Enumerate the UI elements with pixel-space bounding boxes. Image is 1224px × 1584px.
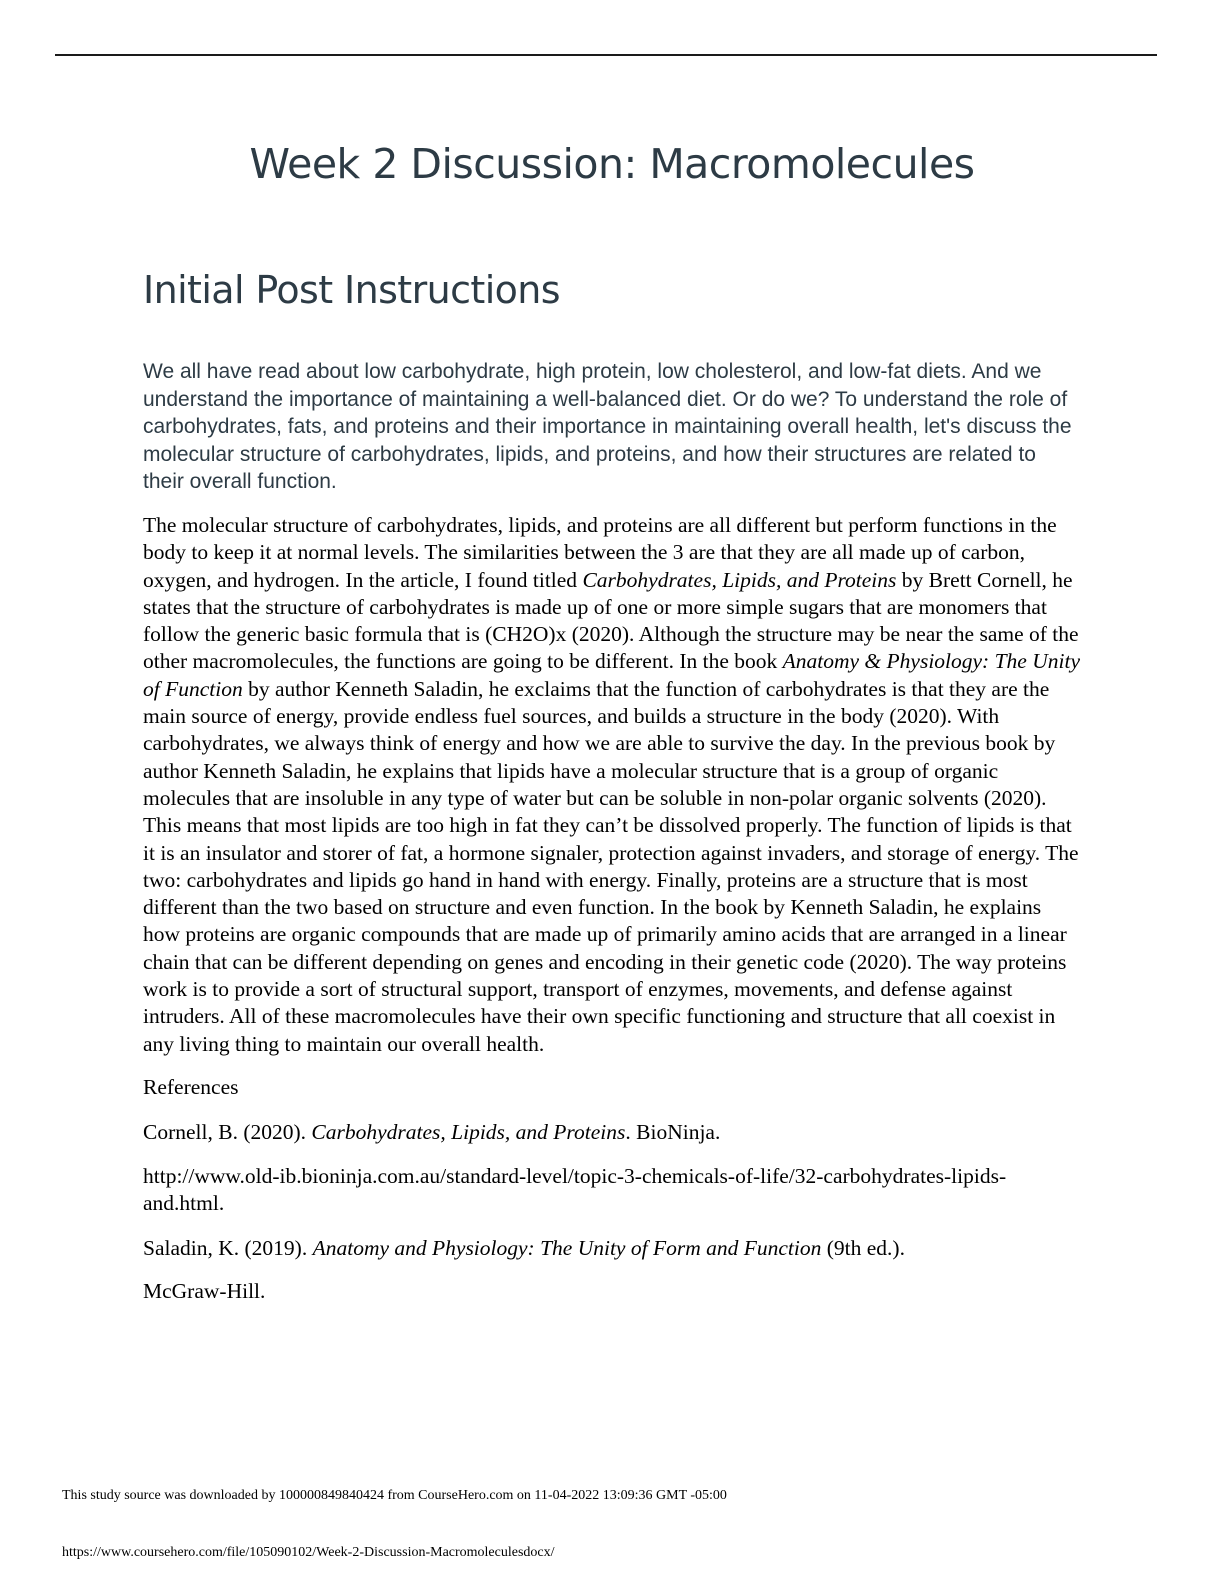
ref1-title: Carbohydrates, Lipids, and Proteins <box>311 1120 626 1145</box>
body-text-part2: by Brett Cornell, he states that the structure of carbohydrates is made up of one or more simple sugars that are monomers that follow the generic basic formula that is (CH2O)x (2020). Although the structure may be near the same of the other macromolecules, the functions are going to be different. In the book <box>143 567 1079 674</box>
ref2-tail: (9th ed.). <box>821 1236 905 1261</box>
ref1-tail: . BioNinja. <box>625 1120 721 1145</box>
body-italic-title1: Carbohydrates, Lipids, and Proteins <box>582 567 897 592</box>
instructions-paragraph: We all have read about low carbohydrate, high protein, low cholesterol, and low-fat diets. And we understand the importance of maintaining a well-balanced diet. Or do we? To understand the role of carbohydrates, fats, and proteins and their importance in maintaining overall health, let's discuss the molecular structure of carbohydrates, lipids, and proteins, and how their structures are related to their overall function. <box>143 360 1072 493</box>
section-heading: Initial Post Instructions <box>143 268 560 312</box>
body-text-part3: by author Kenneth Saladin, he exclaims that the function of carbohydrates is that they are the main source of energy, provide endless fuel sources, and builds a structure in the body (2020). With carbohydrates, we always think of energy and how we are able to survive the day. In the previous book by author Kenneth Saladin, he explains that lipids have a molecular structure that is a group of organic molecules that are insoluble in any type of water but can be soluble in non-polar organic solvents (2020). This means that most lipids are too high in fat they can’t be dissolved properly. The function of lipids is that it is an insulator and storer of fat, a hormone signaler, protection against invaders, and storage of energy. The two: carbohydrates and lipids go hand in hand with energy. Finally, proteins are a structure that is most different than the two based on structure and even function. In the book by Kenneth Saladin, he explains how proteins are organic compounds that are made up of primarily amino acids that are arranged in a linear chain that can be different depending on genes and encoding in their genetic code (2020). The way proteins work is to provide a sort of structural support, transport of enzymes, movements, and defense against intruders. All of these macromolecules have their own specific functioning and structure that all coexist in any living thing to maintain our overall health. <box>143 676 1079 1056</box>
ref1-lead: Cornell, B. (2020). <box>143 1120 312 1145</box>
body-italic-title2: Anatomy & Physiology: The Unity of Function <box>143 649 1080 701</box>
reference-cornell-url[interactable]: http://www.old-ib.bioninja.com.au/standard-level/topic-3-chemicals-of-life/32-carbohydrates-lipids-and.html. <box>143 1163 1007 1215</box>
references-heading: References <box>143 1074 239 1099</box>
top-divider <box>55 54 1157 56</box>
reference-cornell <box>143 1119 1083 1146</box>
body-text-part1: The molecular structure of carbohydrates, lipids, and proteins are all different but perform functions in the body to keep it at normal levels. The similarities between the 3 are that they are all made up of carbon, oxygen, and hydrogen. In the article, I found titled <box>143 513 1057 592</box>
source-url[interactable]: https://www.coursehero.com/file/105090102/Week-2-Discussion-Macromoleculesdocx/ <box>62 1545 555 1560</box>
body-paragraph <box>143 512 1083 1058</box>
reference-saladin <box>143 1235 1083 1262</box>
ref2-title: Anatomy and Physiology: The Unity of Form and Function <box>312 1236 822 1261</box>
ref2-lead: Saladin, K. (2019). <box>143 1236 313 1261</box>
reference-saladin-publisher: McGraw-Hill. <box>143 1279 266 1304</box>
download-note: This study source was downloaded by 100000849840424 from CourseHero.com on 11-04-2022 13:09:36 GMT -05:00 <box>62 1488 727 1503</box>
page-title: Week 2 Discussion: Macromolecules <box>249 140 975 188</box>
post-content <box>143 512 1083 1306</box>
